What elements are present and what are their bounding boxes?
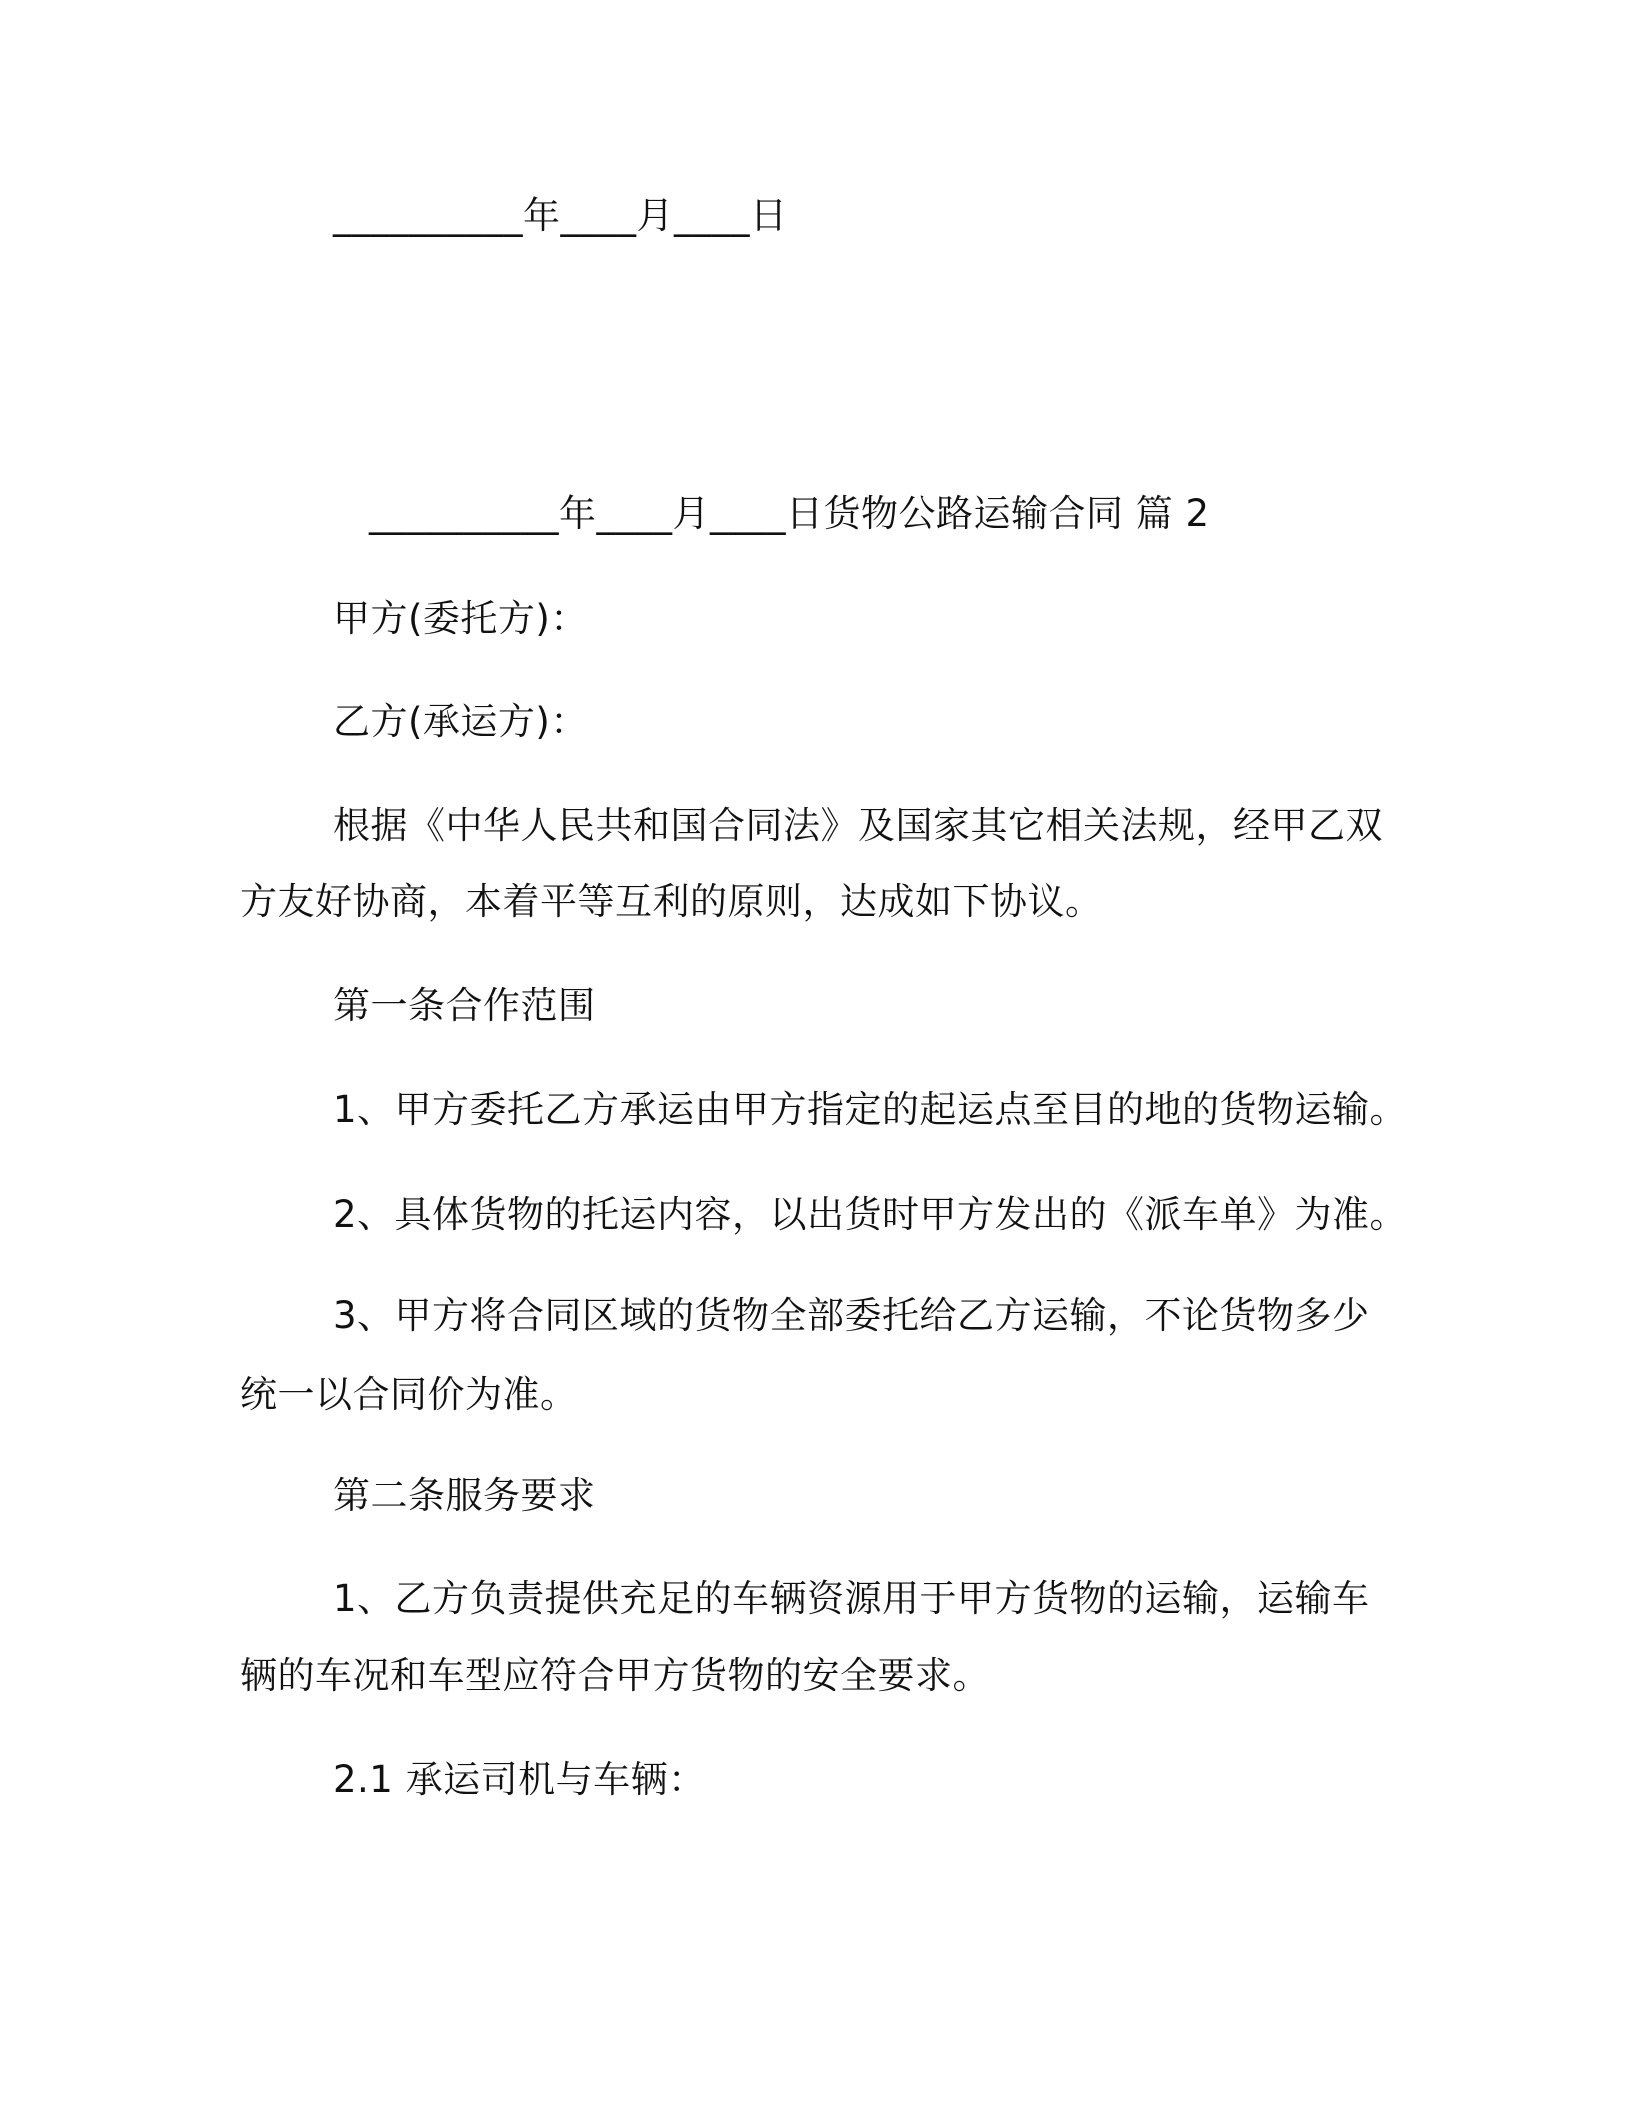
article-1-heading: 第一条合作范围 bbox=[333, 984, 596, 1027]
article-2-item-1-line-1: 1、乙方负责提供充足的车辆资源用于甲方货物的运输，运输车 bbox=[333, 1577, 1370, 1620]
preamble-line-2: 方友好协商，本着平等互利的原则，达成如下协议。 bbox=[240, 880, 1103, 923]
article-1-item-1: 1、甲方委托乙方承运由甲方指定的起运点至目的地的货物运输。 bbox=[333, 1088, 1408, 1131]
party-a-label: 甲方(委托方)： bbox=[333, 597, 588, 640]
article-1-item-3-line-2: 统一以合同价为准。 bbox=[240, 1373, 578, 1416]
article-2-item-2-1: 2.1 承运司机与车辆： bbox=[333, 1758, 706, 1801]
article-1-item-3-line-1: 3、甲方将合同区域的货物全部委托给乙方运输，不论货物多少 bbox=[333, 1294, 1370, 1337]
article-2-item-1-line-2: 辆的车况和车型应符合甲方货物的安全要求。 bbox=[240, 1654, 990, 1697]
article-1-item-2: 2、具体货物的托运内容，以出货时甲方发出的《派车单》为准。 bbox=[333, 1193, 1408, 1236]
contract-title: __________年____月____日货物公路运输合同 篇 2 bbox=[369, 492, 1210, 535]
preamble-line-1: 根据《中华人民共和国合同法》及国家其它相关法规，经甲乙双 bbox=[333, 804, 1383, 847]
article-2-heading: 第二条服务要求 bbox=[333, 1474, 596, 1517]
party-b-label: 乙方(承运方)： bbox=[333, 700, 588, 743]
date-line: __________年____月____日 bbox=[333, 194, 788, 237]
